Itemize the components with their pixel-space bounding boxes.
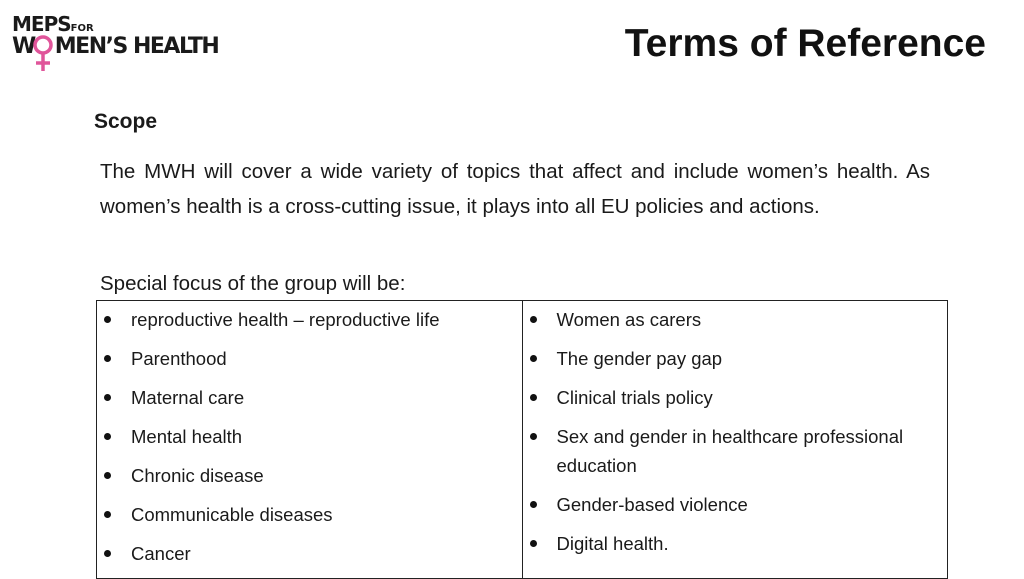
list-item: Cancer: [97, 539, 522, 568]
focus-table: [96, 300, 948, 579]
focus-column-left: [97, 301, 523, 579]
list-item: Sex and gender in healthcare professional education: [523, 422, 948, 480]
list-item: Gender-based violence: [523, 490, 948, 519]
list-item: Digital health.: [523, 529, 948, 558]
focus-intro: Special focus of the group will be:: [100, 272, 406, 295]
focus-list-right: [523, 305, 948, 558]
meps-womens-health-logo: [12, 12, 219, 74]
list-item: Chronic disease: [97, 461, 522, 490]
logo-text-w: W: [12, 34, 35, 59]
list-item: Clinical trials policy: [523, 383, 948, 412]
scope-paragraph: The MWH will cover a wide variety of topics that affect and include women’s health. As women’s health is a cross-cutting issue, it plays into all EU policies and actions.: [100, 160, 930, 218]
focus-column-right: [522, 301, 948, 579]
list-item: Parenthood: [97, 344, 522, 373]
logo-text-mens-health: MEN’S HEALTH: [54, 34, 219, 59]
focus-list-left: [97, 305, 522, 568]
list-item: reproductive health – reproductive life: [97, 305, 522, 334]
list-item: Maternal care: [97, 383, 522, 412]
logo-text-for: FOR: [70, 23, 94, 34]
venus-symbol-icon: [32, 35, 54, 73]
logo-text-meps: MEPS: [12, 12, 71, 36]
page-title: Terms of Reference: [624, 22, 986, 65]
list-item: Mental health: [97, 422, 522, 451]
list-item: The gender pay gap: [523, 344, 948, 373]
section-heading-scope: Scope: [94, 110, 158, 133]
list-item: Women as carers: [523, 305, 948, 334]
list-item: Communicable diseases: [97, 500, 522, 529]
